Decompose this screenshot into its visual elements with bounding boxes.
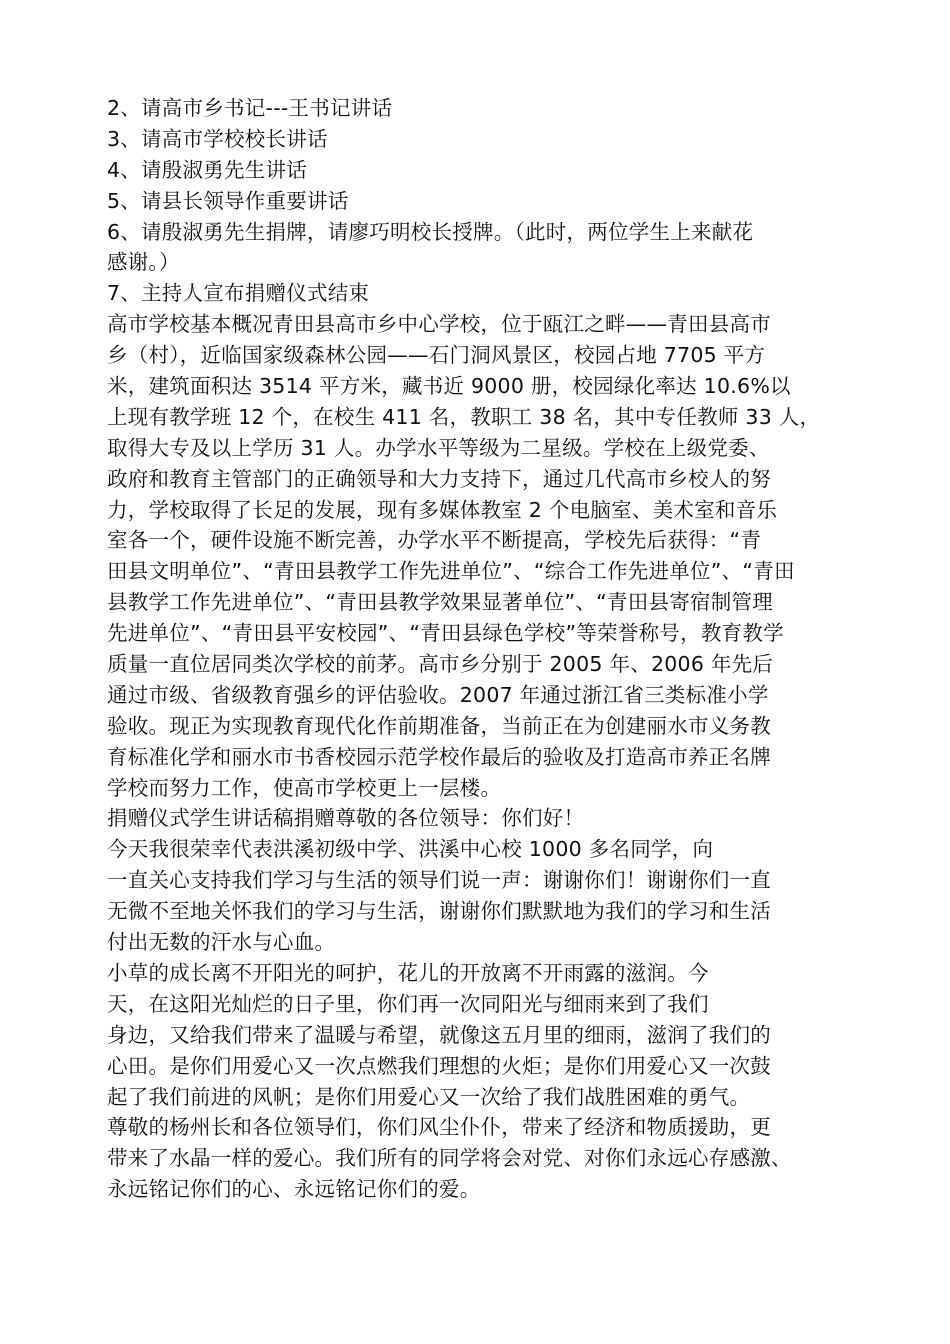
speech-line: 带来了水晶一样的爱心。我们所有的同学将会对党、对你们永远心存感激、 [107,1146,792,1171]
school-overview-line: 先进单位”、“青田县平安校园”、“青田县绿色学校”等荣誉称号，教育教学 [107,621,784,646]
school-overview-line: 政府和教育主管部门的正确领导和大力支持下，通过几代高市乡校人的努 [107,466,771,491]
speech-line: 身边，又给我们带来了温暖与希望，就像这五月里的细雨，滋润了我们的 [107,1022,771,1047]
speech-line: 尊敬的杨州长和各位领导们，你们风尘仆仆，带来了经济和物质援助，更 [107,1115,771,1140]
school-overview-line: 取得大专及以上学历 31 人。办学水平等级为二星级。学校在上级党委、 [107,435,770,460]
list-item-6-continued: 感谢。） [107,250,180,275]
list-item-2: 2、请高市乡书记---王书记讲话 [107,96,393,120]
school-overview-line: 高市学校基本概况青田县高市乡中心学校，位于瓯江之畔——青田县高市 [107,312,771,337]
list-item-3: 3、请高市学校校长讲话 [107,126,328,151]
speech-line: 永远铭记你们的心、永远铭记你们的爱。 [107,1177,481,1202]
list-item-6: 6、请殷淑勇先生捐牌，请廖巧明校长授牌。（此时，两位学生上来献花 [107,219,754,244]
school-overview-line: 乡（村），近临国家级森林公园——石门洞风景区，校园占地 7705 平方 [107,343,766,368]
school-overview-line: 验收。现正为实现教育现代化作前期准备，当前正在为创建丽水市义务教 [107,713,771,738]
school-overview-line: 上现有教学班 12 个，在校生 411 名，教职工 38 名，其中专任教师 33 人， [107,404,821,429]
speech-line: 起了我们前进的风帆；是你们用爱心又一次给了我们战胜困难的勇气。 [107,1084,751,1109]
school-overview-line: 育标准化学和丽水市书香校园示范学校作最后的验收及打造高市养正名牌 [107,744,771,769]
list-item-4: 4、请殷淑勇先生讲话 [107,157,308,182]
document-body [107,93,867,1205]
school-overview-line: 力，学校取得了长足的发展，现有多媒体教室 2 个电脑室、美术室和音乐 [107,497,778,522]
speech-line: 无微不至地关怀我们的学习与生活，谢谢你们默默地为我们的学习和生活 [107,899,771,924]
school-overview-line: 县教学工作先进单位”、“青田县教学效果显著单位”、“青田县寄宿制管理 [107,590,773,615]
school-overview-line: 学校而努力工作，使高市学校更上一层楼。 [107,775,502,800]
speech-heading-line: 捐赠仪式学生讲话稿捐赠尊敬的各位领导：你们好！ [107,806,585,831]
school-overview-line: 通过市级、省级教育强乡的评估验收。2007 年通过浙江省三类标准小学 [107,682,769,707]
speech-line: 小草的成长离不开阳光的呵护，花儿的开放离不开雨露的滋润。今 [107,960,709,985]
school-overview-line: 米，建筑面积达 3514 平方米，藏书近 9000 册，校园绿化率达 10.6%以 [107,374,791,399]
speech-line: 付出无数的汗水与心血。 [107,930,336,955]
speech-line: 心田。是你们用爱心又一次点燃我们理想的火炬；是你们用爱心又一次鼓 [107,1053,771,1078]
speech-line: 天，在这阳光灿烂的日子里，你们再一次同阳光与细雨来到了我们 [107,991,709,1016]
school-overview-line: 田县文明单位”、“青田县教学工作先进单位”、“综合工作先进单位”、“青田 [107,559,795,584]
list-item-5: 5、请县长领导作重要讲话 [107,188,349,213]
school-overview-line: 室各一个，硬件设施不断完善，办学水平不断提高，学校先后获得：“青 [107,528,762,553]
speech-line: 今天我很荣幸代表洪溪初级中学、洪溪中心校 1000 多名同学，向 [107,837,714,862]
speech-line: 一直关心支持我们学习与生活的领导们说一声：谢谢你们！谢谢你们一直 [107,868,771,893]
list-item-7: 7、主持人宣布捐赠仪式结束 [107,281,370,306]
school-overview-line: 质量一直位居同类次学校的前茅。高市乡分别于 2005 年、2006 年先后 [107,652,774,677]
